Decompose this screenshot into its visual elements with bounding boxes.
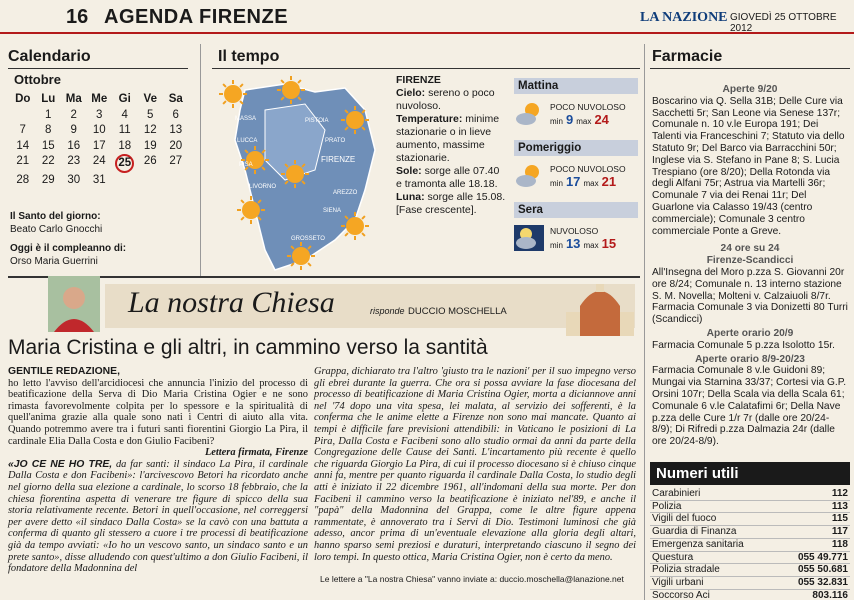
divider: [8, 276, 640, 278]
calendar-day: 16: [67, 139, 81, 152]
sky-label: Cielo:: [396, 87, 426, 99]
calendar-grid: [10, 92, 190, 189]
useful-numbers-title: Numeri utili: [650, 462, 850, 485]
weekday-label: Sa: [168, 93, 183, 105]
weekday-label: Gi: [118, 93, 131, 105]
santo-label: Il Santo del giorno:: [10, 211, 101, 222]
pharmacy-subheading: 24 ore su 24: [720, 243, 780, 255]
calendar-day: 9: [70, 124, 77, 136]
author-photo: [48, 276, 100, 332]
weekday-label: Ve: [143, 93, 157, 105]
calendar-day: 20: [169, 139, 183, 152]
service-name: Soccorso Aci: [652, 589, 710, 600]
min-label: min: [550, 240, 563, 250]
service-name: Polizia: [652, 500, 682, 512]
temp-text: minime stazionarie o in lieve aumento, massime stazionarie.: [396, 113, 500, 164]
divider: [200, 44, 201, 276]
duomo-icon: [560, 276, 640, 336]
calendar-day: [163, 173, 189, 189]
answer-lead: «JO CE NE HO TRE,: [8, 458, 113, 470]
pharmacy-group: All'Insegna del Moro p.zza S. Giovanni 20r ore 8/24; Comunale n. 13 interno stazione S. M. Novella; Molteni v. Calzaiuoli 8/7r. Farmacia Comunale 3 via Donizetti 80 Turri (Scandicci): [652, 266, 848, 326]
responds-label: risponde: [370, 306, 405, 316]
map-label: LIVORNO: [249, 184, 277, 190]
letter-body: ho letto l'avviso dell'arcidiocesi che annuncia l'inizio del processo di beatificazione della Serva di Dio Maria Cristina Ogier e ne sono rimasta favorevolmente colpita per lo spessore e la spiritualità di quell'anima grazie alla quale sono nati i Centri di aiuto alla vita. Quando potremmo avere tra i futuri santi fiorentini Giorgio La Pira, il cardinale Elia Dalla Costa e don Giulio Facibeni?: [8, 377, 308, 447]
calendar-day: 8: [45, 124, 52, 136]
service-number: 113: [831, 500, 848, 512]
today-marker: 25: [115, 154, 134, 173]
calendar-day: 26: [143, 155, 157, 167]
max-temp: 15: [601, 235, 617, 251]
answer-part-1: da far santi: il sindaco La Pira, il cardinale Dalla Costa e don Facibeni»: l'arcivescovo Betori ha ricordato anche nel giorno della sua elezione a cardinale, lo scorso 18 febbraio, che la chiesa fiorentina aspetta di venerare tre figure di spicco della sua storia relativamente recente. Betori in quell'occasione, nel correggersi per avere detto «il sindaco Dalla Costa» se la cavò con una battuta a conferma di quanto gli stessero a cuore i tre processi di beatificazione già da tempo avviati: «Io ho un vescovo santo, un sindaco santo e un prete santo», disse alludendo con quest'ultimo a don Giulio Facibeni, il fondatore della Madonnina del: [8, 458, 308, 575]
calendar-day: 12: [143, 124, 157, 136]
calendar-day: 30: [67, 174, 81, 186]
calendar-day: 15: [41, 139, 55, 152]
useful-numbers-table: [650, 488, 850, 600]
useful-number-row: [650, 501, 850, 514]
calendar-day: 14: [16, 139, 30, 152]
max-label: max: [583, 178, 599, 188]
service-name: Carabinieri: [652, 488, 701, 499]
useful-number-row: [650, 552, 850, 565]
column-title: La nostra Chiesa: [128, 286, 335, 319]
moon-label: Luna:: [396, 191, 425, 203]
min-label: min: [550, 178, 563, 188]
page-header: [0, 0, 854, 34]
calendar-day: 2: [70, 108, 77, 121]
weekday-label: Me: [91, 93, 108, 105]
forecast-box: [514, 202, 638, 258]
calendar-day: 29: [41, 174, 55, 186]
service-name: Vigili del fuoco: [652, 513, 717, 525]
map-label: PISTOIA: [305, 118, 329, 124]
pharmacy-group: Boscarino via Q. Sella 31B; Delle Cure via Sacchetti 5r; San Leone via Senese 137r; Comunale n. 10 v.le Europa 191; Dei Talenti via Franceschini 7; Statuto via dello Statuto 9r; Del Barco via Barracchini 50r; Inglese via S. Stefano in Pane 8; S. Lucia Trespiano (ore 8/20); Della Rotonda via degli Alfani 75r; Astrua via Martelli 36r; Comunale 7 via dei Renai 11r; Del Guarlone via Calasso 19/43 (centro commerciale); Comunale 3 centro commerciale Ponte a Greve.: [652, 95, 845, 237]
service-number: 115: [831, 513, 848, 525]
sun-icon: [219, 80, 247, 108]
divider: [644, 44, 645, 600]
calendar-day: 27: [169, 155, 183, 167]
pharmacy-subheading: Aperte orario 8/9-20/23: [695, 353, 805, 365]
weekday-label: Ma: [65, 93, 82, 105]
map-label: PISA: [239, 162, 253, 168]
min-label: min: [550, 116, 563, 126]
map-label: SIENA: [323, 208, 342, 214]
weekday-label: Lu: [41, 93, 56, 105]
weather-city: FIRENZE: [396, 74, 441, 86]
article-column-1: [8, 366, 308, 575]
calendar-week: [10, 108, 190, 124]
divider: [650, 68, 850, 69]
calendar-day: 22: [41, 155, 55, 167]
pharmacy-group: Farmacia Comunale 8 v.le Guidoni 89; Mungai via Starnina 33/37; Cortesi via G.P. Orsini 107r; Della Scala via della Scala 61; Comunale 6 v.le Calatafimi 6r; Della Nave p.zza delle Cure 1/r 7r (dalle ore 20/24-8/9); Di Rifredi p.zza Dalmazia 24r (dalle ore 20/24-8/9).: [652, 365, 847, 448]
sun-text: sorge alle 07.40 e tramonta alle 18.18.: [396, 165, 500, 190]
useful-number-row: [650, 577, 850, 590]
temp-label: Temperature:: [396, 113, 463, 125]
calendar-week: [10, 139, 190, 155]
pharmacy-title: Farmacie: [652, 48, 723, 65]
calendar-week: [10, 173, 190, 189]
weekday-label: Do: [15, 93, 31, 105]
calendar-day: 28: [16, 174, 30, 186]
calendar-day: 31: [92, 174, 106, 186]
calendar-day: [10, 108, 36, 124]
service-name: Guardia di Finanza: [652, 526, 737, 538]
birthday-name: Orso Maria Guerrini: [10, 256, 98, 267]
pharmacy-subheading: Firenze-Scandicci: [706, 255, 794, 267]
forecast-box: [514, 78, 638, 134]
contact-note: Le lettere a "La nostra Chiesa" vanno inviate a: duccio.moschella@lanazione.net: [320, 574, 624, 584]
columnist-name: DUCCIO MOSCHELLA: [408, 306, 507, 317]
useful-number-row: [650, 488, 850, 501]
calendar-day: 18: [118, 139, 132, 152]
map-label: PRATO: [325, 138, 346, 144]
calendar-day: 6: [172, 108, 179, 121]
article-column-2: Grappa, dichiarato tra l'altro 'giusto tra le nazioni' per il suo impegno verso gli ebrei durante la guerra. Che ora si possa avviare la fase diocesana del processo di beatificazione di Maria Cristina Ogier, morta a diciannove anni nel '74 dopo una vita spesa, lei malata, al servizio dei sofferenti, è la conferma che le anime elette a Firenze non sono mai mancate. Quanto ai tempi è difficile fare previsioni attendibili: in Vaticano le posizioni di La Pira, Dalla Costa e Facibeni sono allo studio ormai da anni da parte della Congregazione delle Cause dei Santi. L'incartamento più recente è quello che riguarda Giorgio La Pira, di cui il processo diocesano si è chiuso cinque anni fa, mentre per quanto riguarda il cardinale Dalla Costa, lo studio degli atti è iniziato il 22 dicembre 1961, all'indomani della sua morte. Per don Facibeni il cammino verso la beatificazione è iniziato nel'89, e anche il "papà" della Madonnina del Grappa, come le altre figure appena rammentate, è annoverato tra i Servi di Dio. Testimoni luminosi che già adesso, ancor prima di un'eventuale elevazione alla gloria degli altari, hanno sparso semi preziosi e duraturi, interpretando ciascuno il segno dei loro tempi. In questo ottica, Maria Cristina Ogier, non è certo da meno.: [314, 366, 636, 563]
forecast-period: Mattina: [514, 78, 638, 94]
forecast-condition: POCO NUVOLOSO: [550, 101, 626, 112]
sky-text: sereno o poco nuvoloso.: [396, 87, 495, 112]
forecast-box: [514, 140, 638, 196]
max-label: max: [576, 116, 592, 126]
calendar-weekdays: [10, 92, 190, 108]
pharmacy-group: Farmacia Comunale 5 p.zza Isolotto 15r.: [652, 339, 835, 351]
forecast-list: [514, 78, 638, 264]
service-name: Vigili urbani: [652, 576, 704, 588]
service-number: 118: [831, 538, 848, 550]
min-temp: 9: [565, 111, 574, 127]
service-number: 055 49.771: [797, 551, 848, 563]
issue-date: GIOVEDÌ 25 OTTOBRE 2012: [730, 12, 837, 34]
calendar-day: 21: [16, 155, 30, 167]
calendar-day-today: [112, 154, 138, 173]
calendar-day: 1: [45, 108, 52, 121]
service-number: 055 50.681: [797, 564, 848, 576]
calendar-day: [138, 173, 164, 189]
forecast-condition: POCO NUVOLOSO: [550, 163, 626, 174]
calendar-week: [10, 154, 190, 173]
calendar-title: Calendario: [8, 48, 91, 65]
calendar-month: Ottobre: [14, 72, 61, 87]
map-label: FIRENZE: [321, 155, 356, 164]
service-name: Questura: [652, 551, 694, 563]
letter-signature: Lettera firmata, Firenze: [204, 447, 308, 459]
map-label: LUCCA: [237, 138, 258, 144]
service-name: Polizia stradale: [652, 564, 720, 576]
sun-cloud-icon: [514, 101, 544, 127]
service-name: Emergenza sanitaria: [652, 538, 744, 550]
person-icon: [48, 276, 100, 332]
birthday-label: Oggi è il compleanno di:: [10, 243, 127, 254]
calendar-day: 13: [169, 124, 183, 136]
letter-greeting: GENTILE REDAZIONE,: [8, 366, 120, 377]
calendar-day: 5: [147, 108, 154, 121]
useful-number-row: [650, 564, 850, 577]
pharmacy-subheading: Aperte 9/20: [722, 84, 778, 95]
article-headline: Maria Cristina e gli altri, in cammino verso la santità: [8, 336, 488, 359]
calendar-day: 19: [143, 139, 157, 152]
divider: [212, 68, 640, 69]
useful-number-row: [650, 526, 850, 539]
tuscany-map: [205, 70, 390, 280]
calendar-day: [112, 173, 138, 189]
moon-text: sorge alle 15.08. [Fase crescente].: [396, 191, 506, 216]
calendar-day: 3: [96, 108, 103, 121]
publication-name: LA NAZIONE: [640, 10, 728, 25]
calendar-week: [10, 123, 190, 139]
map-label: GROSSETO: [291, 236, 325, 242]
calendar-day: 23: [67, 155, 81, 167]
santo-box: [10, 210, 126, 268]
sun-cloud-icon: [514, 163, 544, 189]
section-title: AGENDA FIRENZE: [104, 6, 289, 28]
divider: [8, 68, 188, 69]
calendar-day: 4: [121, 108, 128, 121]
page-number: 16: [66, 6, 89, 28]
service-number: 117: [831, 526, 848, 538]
calendar-day: 17: [92, 139, 106, 152]
sun-label: Sole:: [396, 165, 422, 177]
service-number: 055 32.831: [797, 576, 848, 588]
useful-number-row: [650, 513, 850, 526]
service-number: 112: [831, 488, 848, 499]
map-label: MASSA: [235, 116, 257, 122]
weather-text: [396, 74, 508, 217]
forecast-period: Pomeriggio: [514, 140, 638, 156]
weather-title: Il tempo: [218, 48, 280, 65]
max-temp: 24: [594, 111, 609, 127]
pharmacy-list: [652, 84, 848, 448]
max-temp: 21: [601, 173, 617, 189]
min-temp: 13: [565, 235, 581, 251]
useful-number-row: [650, 590, 850, 600]
service-number: 803.116: [812, 589, 848, 600]
moon-cloud-icon: [514, 225, 544, 251]
forecast-period: Sera: [514, 202, 638, 218]
min-temp: 17: [565, 173, 581, 189]
useful-number-row: [650, 539, 850, 552]
calendar-day: 24: [92, 155, 106, 167]
calendar-day: 7: [19, 124, 26, 136]
calendar-day: 11: [118, 124, 131, 136]
max-label: max: [583, 240, 599, 250]
santo-name: Beato Carlo Gnocchi: [10, 224, 103, 235]
calendar-day: 10: [92, 124, 106, 136]
map-label: AREZZO: [333, 190, 358, 196]
forecast-condition: NUVOLOSO: [550, 225, 599, 236]
pharmacy-subheading: Aperte orario 20/9: [706, 327, 794, 339]
